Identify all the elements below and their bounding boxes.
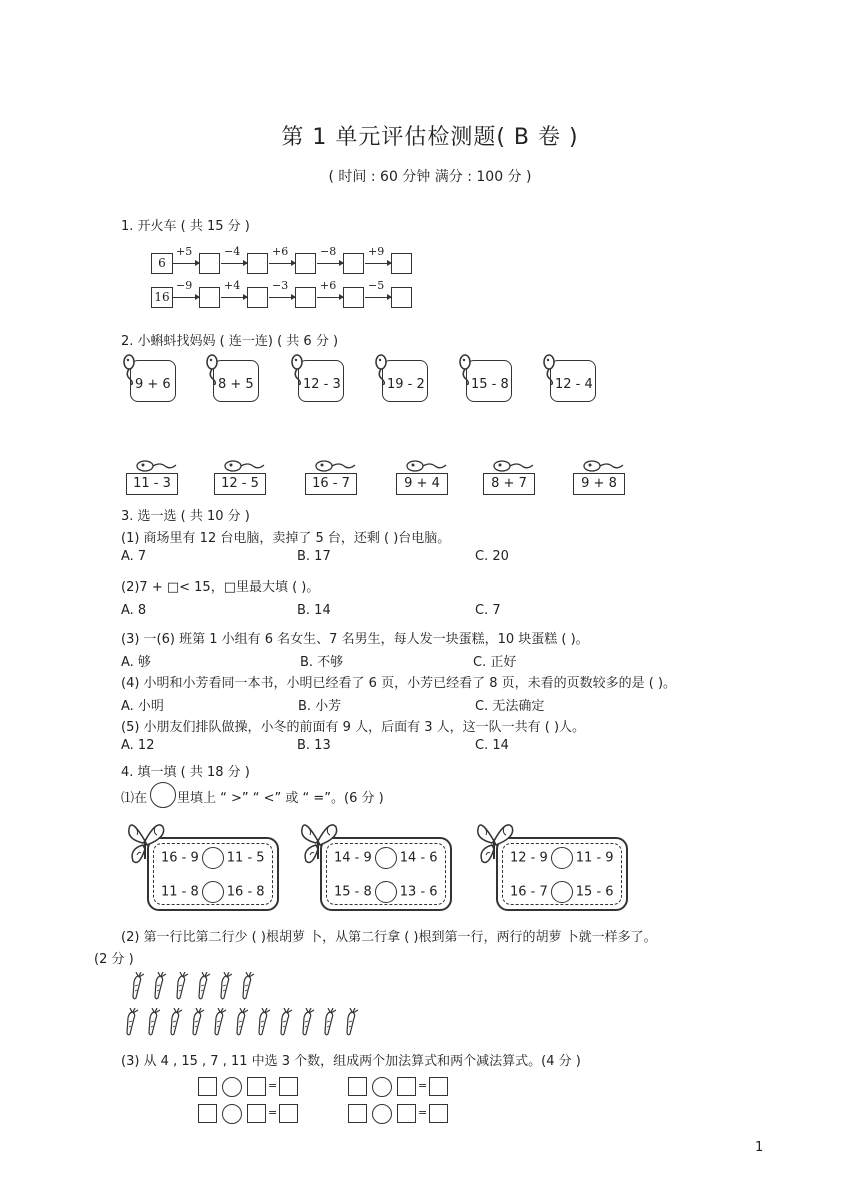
answer-circle[interactable] (202, 881, 224, 903)
right-expression: 11 - 5 (226, 850, 265, 866)
tadpole-mother-icon (313, 459, 357, 473)
fill-q1-instruction: 里填上 “ >” “ <” 或 “ =”。(6 分 ) (177, 791, 384, 806)
train-operation: +4 (224, 279, 241, 292)
option-a: A. 够 (121, 655, 151, 670)
left-expression: 15 - 8 (334, 884, 372, 900)
train-arrow (269, 297, 295, 298)
carrot-icon (192, 1008, 206, 1038)
question-3-text: (3) 一(6) 班第 1 小组有 6 名女生、7 名男生，每人发一块蛋糕，10 块蛋糕 ( )。 (121, 632, 589, 647)
train-operation: −8 (320, 245, 337, 258)
tadpole-expression: 8 + 5 (218, 377, 254, 392)
option-a: A. 7 (121, 549, 147, 564)
carrot-icon (148, 1008, 162, 1038)
carrot-icon (154, 972, 168, 1002)
train-answer-box[interactable] (295, 287, 316, 308)
butterfly-icon (298, 815, 342, 869)
left-expression: 11 - 8 (161, 884, 199, 900)
carrot-icon (132, 972, 146, 1002)
tadpole-mother-icon (581, 459, 625, 473)
train-operation: −9 (176, 279, 193, 292)
train-arrow (221, 297, 247, 298)
train-arrow (365, 263, 391, 264)
carrot-icon (214, 1008, 228, 1038)
answer-circle[interactable] (375, 847, 397, 869)
train-operation: +5 (176, 245, 193, 258)
train-operation: −5 (368, 279, 385, 292)
frog-card: 9 + 4 (396, 473, 448, 495)
butterfly-icon (125, 815, 169, 869)
compare-row (161, 881, 265, 903)
option-b: B. 17 (297, 549, 331, 564)
train-start-box: 6 (151, 253, 173, 274)
option-b: B. 小芳 (298, 699, 342, 714)
train-answer-box[interactable] (391, 287, 412, 308)
right-expression: 15 - 6 (575, 884, 614, 900)
option-c: C. 正好 (473, 655, 517, 670)
answer-circle-sample (150, 782, 176, 808)
section4-title: 4. 填一填 ( 共 18 分 ) (121, 765, 250, 780)
carrot-icon (236, 1008, 250, 1038)
frog-card: 8 + 7 (483, 473, 535, 495)
fill-q2-points: (2 分 ) (94, 952, 134, 967)
answer-circle[interactable] (551, 847, 573, 869)
number-blank[interactable] (397, 1077, 416, 1096)
result-blank[interactable] (429, 1104, 448, 1123)
carrot-icon (220, 972, 234, 1002)
tadpole-mother-icon (134, 459, 178, 473)
train-answer-box[interactable] (343, 287, 364, 308)
train-operation: +9 (368, 245, 385, 258)
train-answer-box[interactable] (199, 287, 220, 308)
carrot-icon (198, 972, 212, 1002)
page-title: 第 1 单元评估检测题( B 卷 ) (281, 125, 579, 150)
option-a: A. 小明 (121, 699, 164, 714)
train-arrow (173, 297, 199, 298)
tadpole-expression: 19 - 2 (387, 377, 425, 392)
option-b: B. 14 (297, 603, 331, 618)
option-c: C. 7 (475, 603, 501, 618)
left-expression: 14 - 9 (334, 850, 372, 866)
section1-title: 1. 开火车 ( 共 15 分 ) (121, 219, 250, 234)
option-c: C. 无法确定 (475, 699, 545, 714)
number-blank[interactable] (397, 1104, 416, 1123)
carrot-icon (170, 1008, 184, 1038)
tadpole-expression: 15 - 8 (471, 377, 509, 392)
carrot-icon (258, 1008, 272, 1038)
option-b: B. 不够 (300, 655, 344, 670)
compare-row (334, 881, 438, 903)
number-blank[interactable] (198, 1077, 217, 1096)
train-arrow (173, 263, 199, 264)
answer-circle[interactable] (375, 881, 397, 903)
section3-title: 3. 选一选 ( 共 10 分 ) (121, 509, 250, 524)
train-arrow (317, 263, 343, 264)
tadpole-card (213, 360, 259, 402)
fill-q2-text: (2) 第一行比第二行少 ( )根胡萝 卜，从第二行拿 ( )根到第一行，两行的胡萝 卜就一样多了。 (121, 930, 657, 945)
train-answer-box[interactable] (391, 253, 412, 274)
right-expression: 11 - 9 (575, 850, 614, 866)
compare-row (510, 881, 614, 903)
tadpole-card (298, 360, 344, 402)
equals-sign: = (268, 1079, 278, 1092)
option-a: A. 8 (121, 603, 147, 618)
answer-circle[interactable] (551, 881, 573, 903)
carrot-icon (302, 1008, 316, 1038)
tadpole-expression: 12 - 3 (303, 377, 341, 392)
right-expression: 14 - 6 (399, 850, 438, 866)
butterfly-icon (474, 815, 518, 869)
tadpole-mother-icon (222, 459, 266, 473)
result-blank[interactable] (279, 1077, 298, 1096)
number-blank[interactable] (198, 1104, 217, 1123)
train-operation: +6 (320, 279, 337, 292)
right-expression: 13 - 6 (399, 884, 438, 900)
operator-circle[interactable] (372, 1104, 392, 1124)
train-arrow (317, 297, 343, 298)
left-expression: 16 - 7 (510, 884, 548, 900)
question-5-text: (5) 小朋友们排队做操，小冬的前面有 9 人，后面有 3 人，这一队一共有 ( )人。 (121, 720, 586, 735)
result-blank[interactable] (279, 1104, 298, 1123)
tadpole-card (466, 360, 512, 402)
frog-card: 16 - 7 (305, 473, 357, 495)
tadpole-mother-icon (404, 459, 448, 473)
train-operation: +6 (272, 245, 289, 258)
page-number: 1 (755, 1140, 764, 1155)
train-start-box: 16 (151, 287, 173, 308)
carrot-icon (126, 1008, 140, 1038)
frog-card: 9 + 8 (573, 473, 625, 495)
train-answer-box[interactable] (247, 287, 268, 308)
operator-circle[interactable] (372, 1077, 392, 1097)
train-arrow (365, 297, 391, 298)
question-1-text: (1) 商场里有 12 台电脑，卖掉了 5 台，还剩 ( )台电脑。 (121, 531, 451, 546)
answer-circle[interactable] (202, 847, 224, 869)
option-c: C. 14 (475, 738, 509, 753)
frog-card: 11 - 3 (126, 473, 178, 495)
train-arrow (269, 263, 295, 264)
option-a: A. 12 (121, 738, 155, 753)
option-c: C. 20 (475, 549, 509, 564)
train-arrow (221, 263, 247, 264)
train-answer-box[interactable] (199, 253, 220, 274)
carrot-icon (280, 1008, 294, 1038)
option-b: B. 13 (297, 738, 331, 753)
number-blank[interactable] (247, 1077, 266, 1096)
question-4-text: (4) 小明和小芳看同一本书，小明已经看了 6 页，小芳已经看了 8 页，未看的页数较多的是 ( )。 (121, 676, 677, 691)
tadpole-card (550, 360, 596, 402)
frog-card: 12 - 5 (214, 473, 266, 495)
tadpole-card (130, 360, 176, 402)
left-expression: 16 - 9 (161, 850, 199, 866)
compare-row (510, 847, 614, 869)
compare-row (161, 847, 265, 869)
number-blank[interactable] (348, 1104, 367, 1123)
equals-sign: = (418, 1079, 428, 1092)
left-expression: 12 - 9 (510, 850, 548, 866)
operator-circle[interactable] (222, 1104, 242, 1124)
tadpole-mother-icon (491, 459, 535, 473)
tadpole-expression: 9 + 6 (135, 377, 171, 392)
number-blank[interactable] (348, 1077, 367, 1096)
carrot-icon (324, 1008, 338, 1038)
operator-circle[interactable] (222, 1077, 242, 1097)
equals-sign: = (418, 1106, 428, 1119)
carrot-icon (176, 972, 190, 1002)
fill-q3-text: (3) 从 4 , 15 , 7 , 11 中选 3 个数，组成两个加法算式和两个减法算式。(4 分 ) (121, 1054, 581, 1069)
number-blank[interactable] (247, 1104, 266, 1123)
carrot-icon (346, 1008, 360, 1038)
equals-sign: = (268, 1106, 278, 1119)
tadpole-card (382, 360, 428, 402)
section2-title: 2. 小蝌蚪找妈妈 ( 连一连) ( 共 6 分 ) (121, 334, 339, 349)
result-blank[interactable] (429, 1077, 448, 1096)
fill-q1-lead: ⑴在 (121, 791, 148, 806)
carrot-icon (242, 972, 256, 1002)
right-expression: 16 - 8 (226, 884, 265, 900)
page-subtitle: ( 时间 : 60 分钟 满分 : 100 分 ) (328, 169, 532, 185)
train-operation: −4 (224, 245, 241, 258)
tadpole-expression: 12 - 4 (555, 377, 593, 392)
train-answer-box[interactable] (343, 253, 364, 274)
train-answer-box[interactable] (247, 253, 268, 274)
train-operation: −3 (272, 279, 289, 292)
question-2-text: (2)7 + □< 15，□里最大填 ( )。 (121, 580, 320, 595)
train-answer-box[interactable] (295, 253, 316, 274)
compare-row (334, 847, 438, 869)
